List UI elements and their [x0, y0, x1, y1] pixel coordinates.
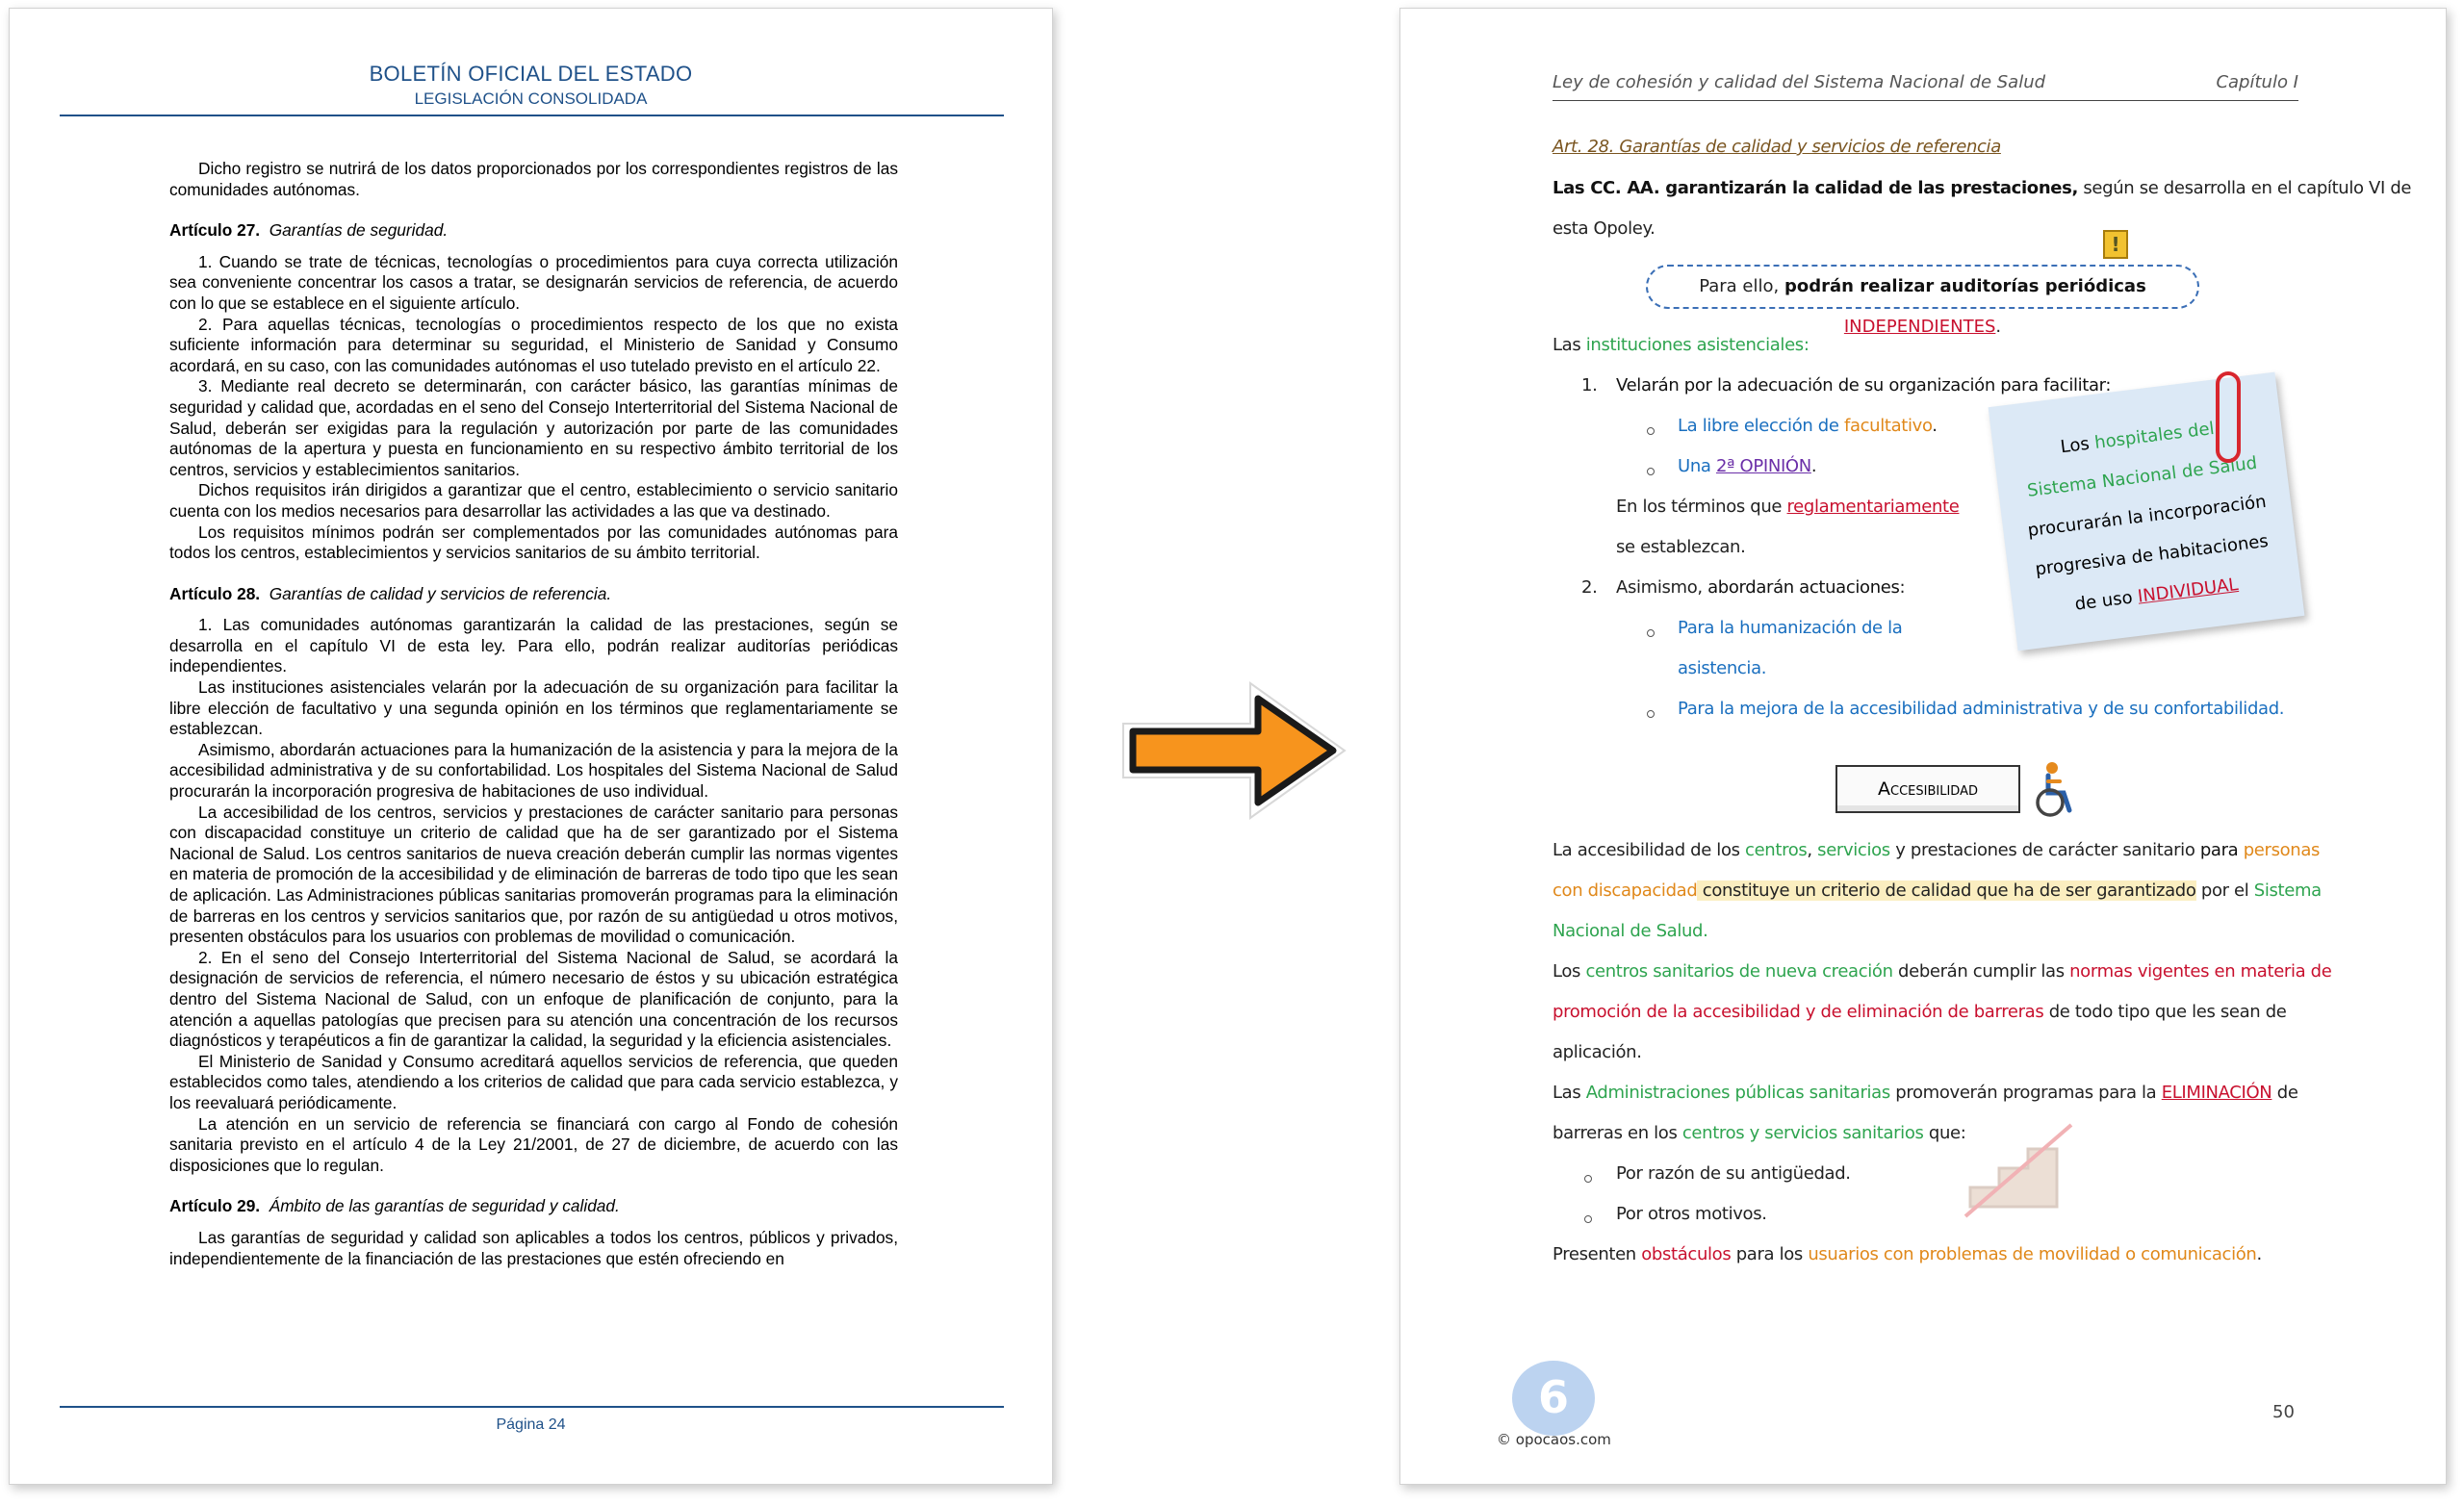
text-span: ,: [1807, 840, 1818, 860]
text-line: [1553, 1123, 1965, 1143]
list-item-continued: asistencia.: [1678, 658, 1767, 678]
text-span: Los: [2059, 433, 2096, 458]
sticky-note: [1989, 372, 2305, 651]
boe-paragraph: Dichos requisitos irán dirigidos a garantizar que el centro, establecimiento o servicio sanitario cuenta con los medios necesarios para desarrollar las actividades a las que va destinado.: [169, 480, 898, 521]
text-span: :: [1899, 577, 1906, 598]
accesibilidad-label-box: Accesibilidad: [1835, 765, 2020, 813]
text-span: centros: [1745, 840, 1808, 860]
text-span: según se desarrolla en el capítulo VI de: [2078, 178, 2412, 198]
text-span: La libre elección de: [1678, 416, 1844, 436]
boe-paragraph: Las garantías de seguridad y calidad son aplicables a todos los centros, públicos y privados, independientemente de la financiación de las prestaciones que estén ofreciendo en: [169, 1227, 898, 1268]
boe-paragraph: Las instituciones asistenciales velarán por la adecuación de su organización para facilitar la libre elección de facultativo y una segunda opinión en los términos que reglamentariamente se establezcan.: [169, 677, 898, 739]
text-span: hospitales del: [2093, 418, 2216, 453]
text-line: se establezcan.: [1616, 537, 1746, 557]
bullet: [1584, 1175, 1592, 1183]
boe-page-number: Página 24: [496, 1416, 566, 1433]
text-line: Nacional de Salud.: [1553, 921, 1708, 941]
boe-paragraph: 1. Cuando se trate de técnicas, tecnologías o procedimientos para cuya correcta utilización sea conveniente concentrar los casos a tratar, se designarán servicios de referencia, de acuerdo con lo que se establece en el siguiente artículo.: [169, 251, 898, 313]
text-line: [1553, 178, 2411, 198]
text-span: para: [2199, 840, 2239, 860]
apuntes-header-rule: [1553, 100, 2298, 101]
article-heading: [1553, 137, 2001, 157]
text-span: Los: [1553, 961, 1586, 982]
text-span: para los: [1731, 1244, 1809, 1264]
text-span: INDIVIDUAL: [2136, 574, 2240, 607]
boe-paragraph: Dicho registro se nutrirá de los datos proporcionados por los correspondientes registros de las comunidades autónomas.: [169, 159, 898, 199]
boe-header-rule: [60, 115, 1004, 116]
text-span: de todo tipo que les sean de: [2043, 1002, 2287, 1022]
text-span: obstáculos: [1641, 1244, 1732, 1264]
text-span: usuarios con problemas de movilidad o comunicación: [1808, 1244, 2257, 1264]
text-span: instituciones asistenciales:: [1585, 335, 1810, 355]
list-item: Por razón de su antigüedad.: [1616, 1163, 1851, 1184]
text-span: de uso: [2073, 586, 2140, 615]
list-item: Para la humanización de la: [1678, 618, 1903, 638]
header-chapter: Capítulo I: [2216, 72, 2298, 92]
boe-paragraph: Asimismo, abordarán actuaciones para la humanización de la asistencia y para la mejora de la accesibilidad administrativa y de su confortabilidad. Los hospitales del Sistema Nacional de Salud procurarán la incorporación progresiva de habitaciones de uso individual.: [169, 739, 898, 802]
boe-paragraph: El Ministerio de Sanidad y Consumo acreditará aquellos servicios de referencia, que queden establecidos como tales, atendiendo a los criterios de calidad que para cada servicio establezca, y los reevaluará periódicamente.: [169, 1051, 898, 1112]
text-span: normas vigentes en materia de: [2069, 961, 2332, 982]
bullet: [1647, 710, 1655, 718]
boe-title: BOLETÍN OFICIAL DEL ESTADO: [369, 62, 693, 86]
text-line: [1616, 497, 1959, 517]
text-span: La accesibilidad de los: [1553, 840, 1746, 860]
boe-paragraph: 1. Las comunidades autónomas garantizarán la calidad de las prestaciones, según se desarrolla en el capítulo VI de esta ley. Para ello, podrán realizar auditorías periódicas independientes.: [169, 615, 898, 676]
boe-paragraph: La atención en un servicio de referencia se financiará con cargo al Fondo de cohesión sanitaria previsto en el artículo 4 de la Ley 21/2001, de 27 de diciembre, de acuerdo con las disposiciones que lo regulan.: [169, 1113, 898, 1175]
text-span: .: [2256, 1244, 2262, 1264]
text-span: de: [2272, 1083, 2298, 1103]
note-line: progresiva de habitaciones: [2034, 530, 2270, 580]
callout-box: [1646, 265, 2199, 337]
text-span: facultativo: [1843, 416, 1933, 436]
text-line: [1553, 1244, 2262, 1264]
text-span: abordarán actuaciones: [1707, 577, 1900, 598]
boe-paragraph: 3. Mediante real decreto se determinarán, con carácter básico, las garantías mínimas de seguridad y calidad que, acordadas en el seno del Consejo Interterritorial del Sistema Nacional de Salud, deberán ser exigidas para la regulación y autorización por parte de las comunidades autónomas de la apertura y puesta en funcionamiento en su respectivo ámbito territorial de los centros, servicios y establecimientos sanitarios.: [169, 376, 898, 479]
header-law-title: Ley de cohesión y calidad del Sistema Nacional de Salud: [1553, 72, 2046, 92]
article-number: Artículo 27.: [169, 220, 261, 241]
list-number: 1.: [1581, 375, 1598, 395]
text-span: centros sanitarios de nueva creación: [1585, 961, 1893, 982]
text-line: esta Opoley.: [1553, 218, 1656, 239]
apuntes-page: [1399, 8, 2447, 1485]
text-span: Las CC. AA.: [1553, 178, 1660, 198]
text-span: .: [1810, 456, 1817, 476]
text-span: .: [1932, 416, 1938, 436]
article-title: Garantías de seguridad.: [269, 220, 449, 241]
text-span: Presenten: [1553, 1244, 1642, 1264]
article-title: Ámbito de las garantías de seguridad y calidad.: [269, 1196, 620, 1216]
text-line: [1553, 335, 1810, 355]
text-span: Las: [1553, 335, 1586, 355]
text-span: que:: [1923, 1123, 1966, 1143]
text-span: promoverán programas para la: [1889, 1083, 2162, 1103]
text-line: Velarán por la adecuación de su organización para facilitar:: [1616, 375, 2112, 395]
boe-body: [169, 159, 898, 1269]
boe-footer-rule: [60, 1406, 1004, 1408]
article-title: Garantías de calidad y servicios de referencia.: [269, 583, 612, 603]
text-span: INDEPENDIENTES: [1843, 317, 1996, 337]
text-span: podrán realizar auditorías periódicas: [1784, 276, 2146, 296]
text-span: deberán cumplir las: [1892, 961, 2070, 982]
article-number: Artículo 29.: [169, 1196, 261, 1216]
paperclip-icon: [2216, 371, 2241, 463]
text-line: [1553, 880, 2322, 901]
article-28-heading: [169, 584, 898, 605]
text-span: por el: [2195, 880, 2254, 901]
boe-paragraph: Los requisitos mínimos podrán ser complementados por las comunidades autónomas para todos los centros, establecimientos y servicios sanitarios de su ámbito territorial.: [169, 522, 898, 563]
article-title: Art. 28. Garantías de calidad y servicios de referencia: [1553, 137, 2001, 157]
list-number: 2.: [1581, 577, 1598, 598]
warning-icon: !: [2103, 230, 2128, 259]
bullet: [1647, 468, 1655, 475]
text-line: [1553, 1002, 2287, 1022]
page-number: 50: [2272, 1402, 2295, 1422]
text-span: personas: [2238, 840, 2321, 860]
text-span: .: [1995, 317, 2002, 337]
list-item: Por otros motivos.: [1616, 1204, 1767, 1224]
text-line: [1616, 577, 1905, 598]
text-span: Las: [1553, 1083, 1586, 1103]
bullet: [1584, 1215, 1592, 1223]
text-span: Sistema: [2253, 880, 2322, 901]
text-span: Una: [1678, 456, 1716, 476]
note-line: Sistema Nacional de Salud: [2026, 452, 2259, 501]
boe-paragraph: 2. Para aquellas técnicas, tecnologías o procedimientos respecto de los que no exista suficiente información para determinar su seguridad, el Ministerio de Sanidad y Consumo acordará, en su caso, con las comunidades autónomas el uso tutelado previsto en el artículo 22.: [169, 314, 898, 375]
text-line: aplicación.: [1553, 1042, 1642, 1062]
text-span: con discapacidad: [1553, 880, 1698, 901]
list-item: [1678, 416, 1938, 436]
boe-paragraph: La accesibilidad de los centros, servicios y prestaciones de carácter sanitario para personas con discapacidad constituye un criterio de calidad que ha de ser garantizado por el Sistema Nacional de Salud. Los centros sanitarios de nueva creación deberán cumplir las normas vigentes en materia de promoción de la accesibilidad y de eliminación de barreras de todo tipo que les sean de aplicación. Las Administraciones públicas sanitarias promoverán programas para la eliminación de barreras en los centros y servicios sanitarios que, por razón de su antigüedad u otros motivos, presenten obstáculos para los usuarios con problemas de movilidad o comunicación.: [169, 802, 898, 947]
text-span: ELIMINACIÓN: [2161, 1083, 2272, 1103]
list-item: [1678, 456, 1816, 476]
text-span: promoción de la accesibilidad y de eliminación de barreras: [1553, 1002, 2044, 1022]
logo-copyright: © opocaos.com: [1497, 1431, 1611, 1448]
boe-header: [60, 62, 1002, 109]
text-span: barreras en los: [1553, 1123, 1682, 1143]
article-27-heading: [169, 220, 898, 242]
opocaos-logo: 6: [1512, 1361, 1595, 1436]
bullet: [1647, 629, 1655, 637]
text-span: Administraciones públicas sanitarias: [1585, 1083, 1890, 1103]
article-number: Artículo 28.: [169, 583, 261, 603]
wheelchair-icon: [2031, 760, 2079, 820]
text-span: Para ello,: [1699, 276, 1784, 296]
text-span: y prestaciones de carácter sanitario: [1889, 840, 2200, 860]
text-span: En los términos que: [1616, 497, 1787, 517]
text-span: 2ª OPINIÓN: [1715, 456, 1811, 476]
boe-page: [9, 8, 1053, 1485]
note-line: procurarán la incorporación: [2026, 491, 2268, 542]
text-span: servicios: [1817, 840, 1890, 860]
text-span: Asimismo,: [1616, 577, 1708, 598]
text-span: centros y servicios sanitarios: [1681, 1123, 1924, 1143]
text-span: garantizarán la calidad de las prestaciones,: [1659, 178, 2078, 198]
text-line: [1553, 840, 2320, 860]
list-item: Para la mejora de la accesibilidad administrativa y de su confortabilidad.: [1678, 699, 2285, 719]
text-line: [1553, 1083, 2298, 1103]
right-arrow-icon: [1114, 674, 1354, 828]
stairs-icon: [1961, 1110, 2076, 1226]
text-span: reglamentariamente: [1786, 497, 1960, 517]
text-line: [1553, 961, 2331, 982]
boe-paragraph: 2. En el seno del Consejo Interterritorial del Sistema Nacional de Salud, se acordará la designación de servicios de referencia, el número necesario de éstos y su ubicación estratégica dentro del Sistema Nacional de Salud, con un enfoque de planificación de conjunto, para la atención a aquellas patologías que precisen para su atención una concentración de los recursos diagnósticos y terapéuticos a fin de garantizar la calidad, la seguridad y la eficiencia asistenciales.: [169, 947, 898, 1051]
bullet: [1647, 427, 1655, 435]
boe-subtitle: LEGISLACIÓN CONSOLIDADA: [414, 89, 648, 108]
text-span: constituye un criterio de calidad que ha de ser garantizado: [1697, 880, 2196, 901]
article-29-heading: [169, 1196, 898, 1217]
